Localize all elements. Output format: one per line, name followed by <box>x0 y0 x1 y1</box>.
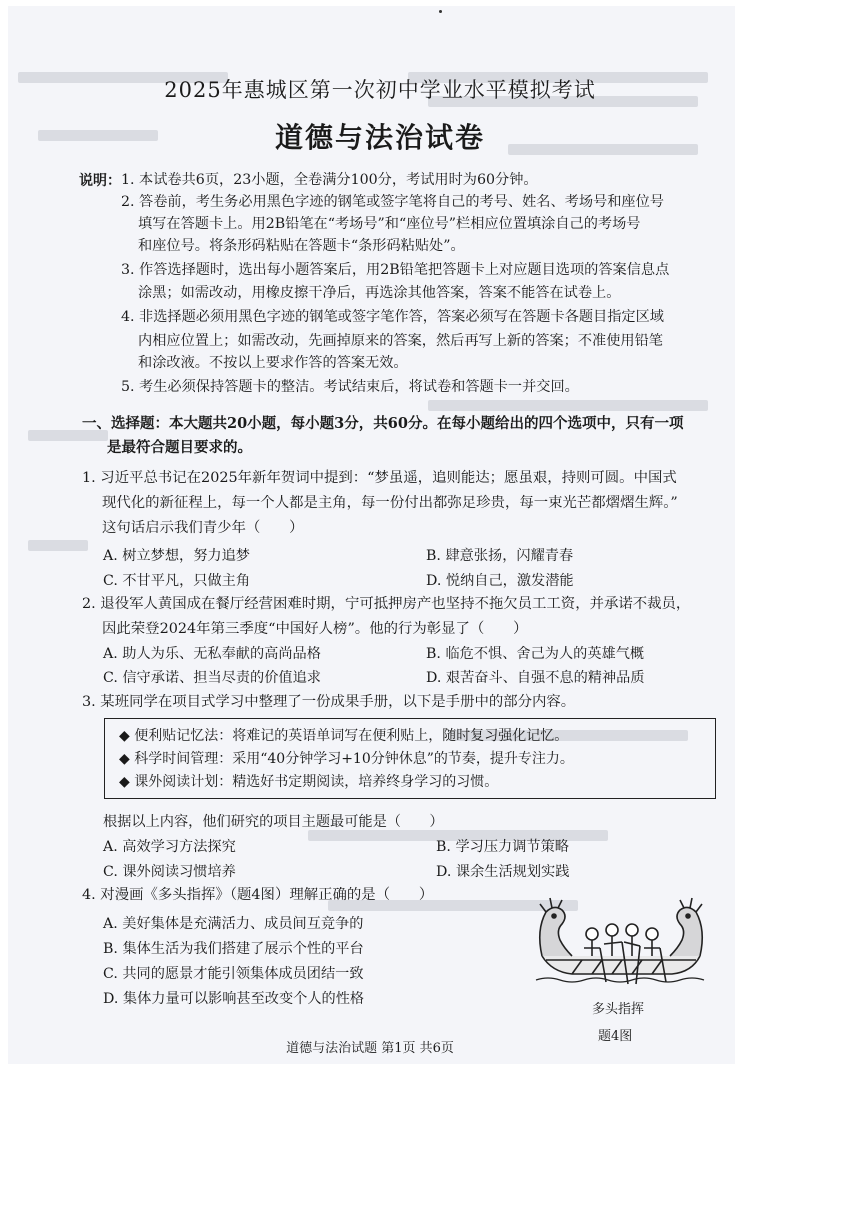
instruction-line: 1. 本试卷共6页，23小题，全卷满分100分，考试用时为60分钟。 <box>121 172 538 188</box>
instruction-line: 3. 作答选择题时，选出每小题答案后，用2B铅笔把答题卡上对应题目选项的答案信息点 <box>121 262 670 278</box>
dragon-boat-cartoon <box>532 890 707 1010</box>
subject-title: 道德与法治试卷 <box>274 121 485 154</box>
figure-label: 题4图 <box>598 1029 633 1044</box>
q2-option-c: C. 信守承诺、担当尽责的价值追求 <box>103 670 321 686</box>
instruction-line: 内相应位置上；如需改动，先画掉原来的答案，然后再写上新的答案；不准使用铅笔 <box>138 333 663 349</box>
q2-option-b: B. 临危不惧、舍己为人的英雄气概 <box>426 646 645 662</box>
q1-option-a: A. 树立梦想，努力追梦 <box>103 548 250 564</box>
q3-option-a: A. 高效学习方法探究 <box>103 839 236 855</box>
instruction-line: 2. 答卷前，考生务必用黑色字迹的钢笔或签字笔将自己的考号、姓名、考场号和座位号 <box>121 194 664 210</box>
figure-caption: 多头指挥 <box>592 1002 645 1017</box>
instruction-line: 涂黑；如需改动，用橡皮擦干净后，再选涂其他答案，答案不能答在试卷上。 <box>138 285 621 301</box>
instruction-line: 和座位号。将条形码粘贴在答题卡“条形码粘贴处”。 <box>138 238 465 254</box>
question-3-stem: 3. 某班同学在项目式学习中整理了一份成果手册，以下是手册中的部分内容。 <box>82 694 576 710</box>
handbook-item: ◆ 课外阅读计划：精选好书定期阅读，培养终身学习的习惯。 <box>119 774 499 790</box>
scan-speck <box>439 10 442 13</box>
q2-option-d: D. 艰苦奋斗、自强不息的精神品质 <box>426 670 645 686</box>
exam-title: 2025年惠城区第一次初中学业水平模拟考试 <box>164 78 596 102</box>
q1-option-b: B. 肆意张扬，闪耀青春 <box>426 548 574 564</box>
q3-option-d: D. 课余生活规划实践 <box>436 864 570 880</box>
question-1-stem: 1. 习近平总书记在2025年新年贺词中提到：“梦虽遥，追则能达；愿虽艰，持则可圆。中国式 现代化的新征程上，每一个人都是主角，每一份付出都弥足珍贵，每一束光芒都熠熠生辉。” 这句话启示我们青少年（ ） <box>82 470 678 536</box>
instruction-line: 4. 非选择题必须用黑色字迹的钢笔或签字笔作答，答案必须写在答题卡各题目指定区域 <box>121 309 664 325</box>
handbook-item: ◆ 便利贴记忆法：将难记的英语单词写在便利贴上，随时复习强化记忆。 <box>119 728 569 744</box>
instruction-line: 和涂改液。不按以上要求作答的答案无效。 <box>138 355 408 371</box>
q1-option-c: C. 不甘平凡，只做主角 <box>103 573 251 589</box>
page-footer: 道德与法治试题 第1页 共6页 <box>286 1041 454 1056</box>
section-heading-cont: 是最符合题目要求的。 <box>107 439 252 456</box>
instruction-line: 5. 考生必须保持答题卡的整洁。考试结束后，将试卷和答题卡一并交回。 <box>121 379 579 395</box>
q3-follow-up: 根据以上内容，他们研究的项目主题最可能是（ ） <box>103 814 444 830</box>
handbook-excerpt-box <box>104 718 716 799</box>
q4-option-a: A. 美好集体是充满活力、成员间互竞争的 <box>103 916 364 932</box>
q1-option-d: D. 悦纳自己，激发潜能 <box>426 573 574 589</box>
handbook-item: ◆ 科学时间管理：采用“40分钟学习+10分钟休息”的节奏，提升专注力。 <box>119 751 574 767</box>
instruction-line: 填写在答题卡上。用2B铅笔在“考场号”和“座位号”栏相应位置填涂自己的考场号 <box>138 216 641 232</box>
question-2-stem: 2. 退役军人黄国成在餐厅经营困难时期，宁可抵押房产也坚持不拖欠员工工资，并承诺不裁员， 因此荣登2024年第三季度“中国好人榜”。他的行为彰显了（ ） <box>82 596 691 637</box>
q3-option-c: C. 课外阅读习惯培养 <box>103 864 236 880</box>
q3-option-b: B. 学习压力调节策略 <box>436 839 569 855</box>
q4-option-d: D. 集体力量可以影响甚至改变个人的性格 <box>103 991 365 1007</box>
q2-option-a: A. 助人为乐、无私奉献的高尚品格 <box>103 646 321 662</box>
q4-option-b: B. 集体生活为我们搭建了展示个性的平台 <box>103 941 364 957</box>
section-heading: 一、选择题：本大题共20小题，每小题3分，共60分。在每小题给出的四个选项中，只有一项 <box>82 415 684 432</box>
instructions-label: 说明： <box>79 173 121 189</box>
question-4-stem: 4. 对漫画《多头指挥》（题4图）理解正确的是（ ） <box>82 887 434 903</box>
q4-option-c: C. 共同的愿景才能引领集体成员团结一致 <box>103 966 364 982</box>
